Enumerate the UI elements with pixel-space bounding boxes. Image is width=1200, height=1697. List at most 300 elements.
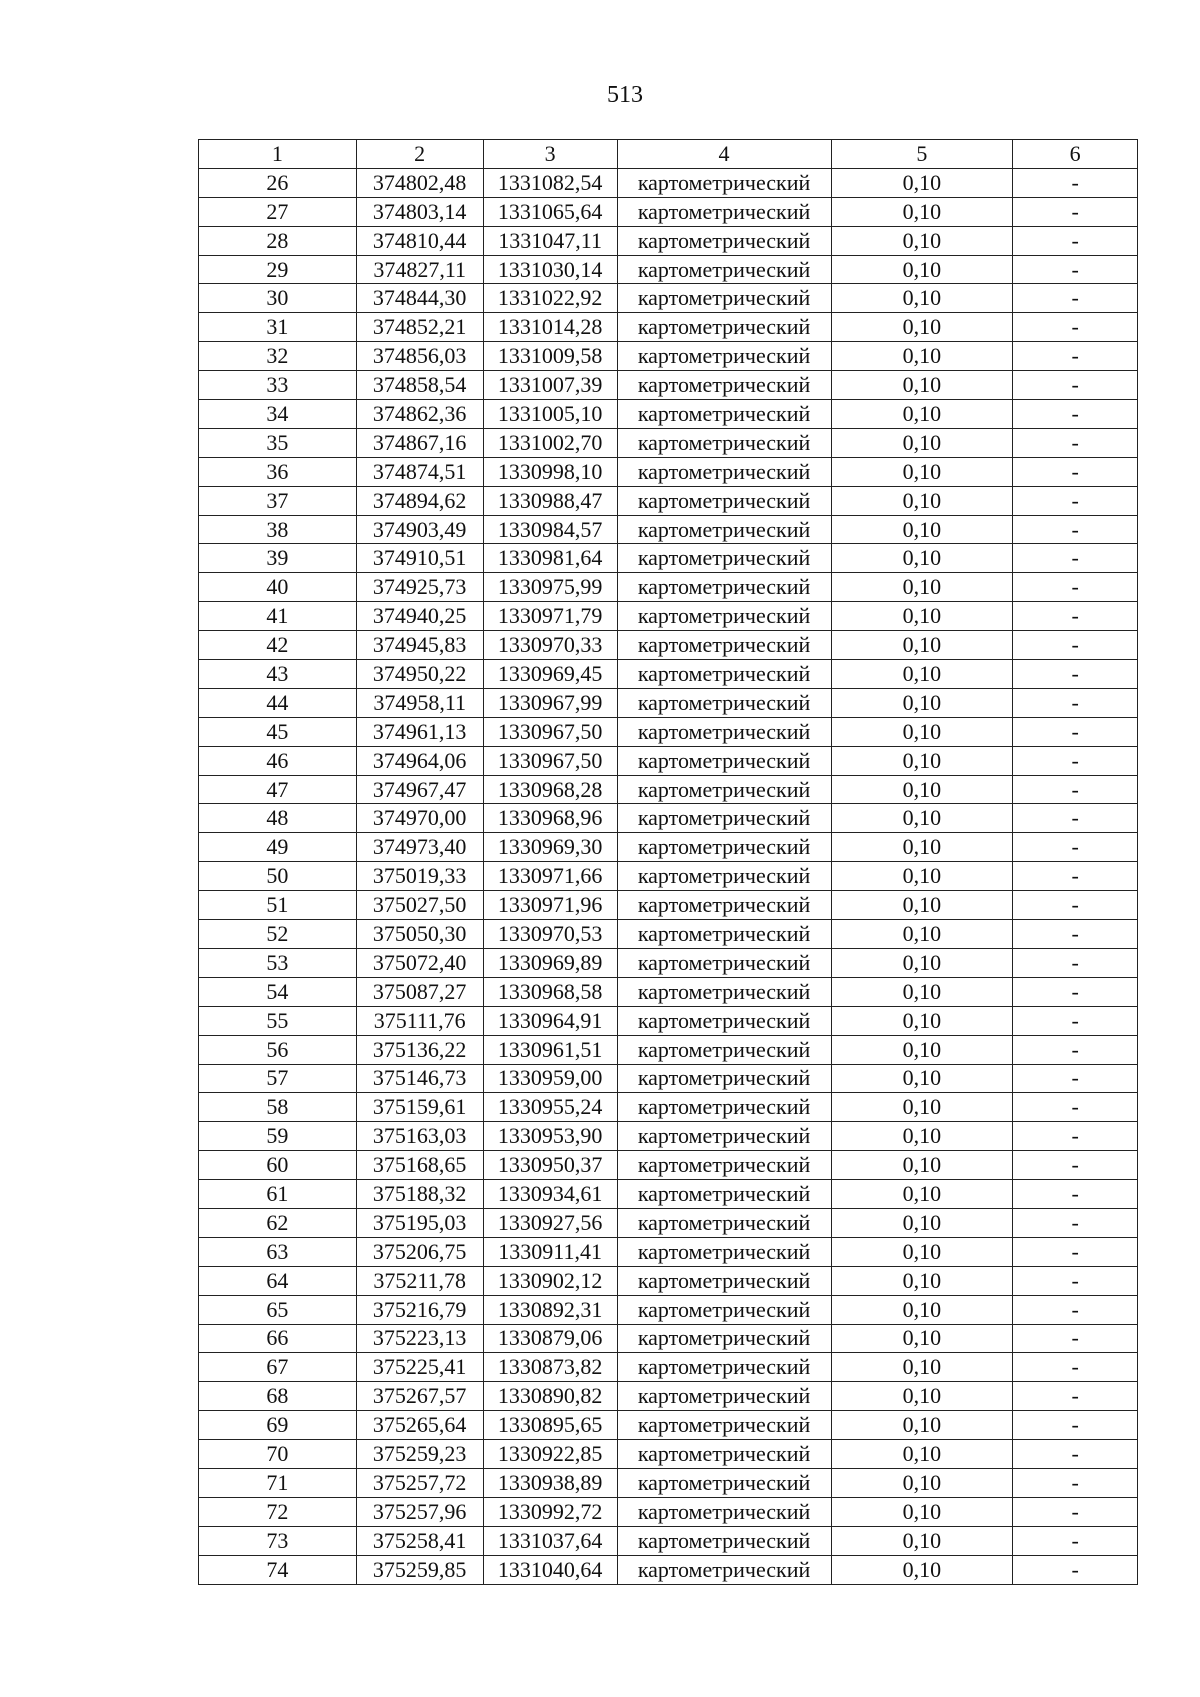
y-coordinate-cell: 1331030,14 (483, 255, 617, 284)
y-coordinate-cell: 1330975,99 (483, 573, 617, 602)
point-number-cell: 51 (199, 891, 357, 920)
accuracy-cell: 0,10 (831, 515, 1013, 544)
note-cell: - (1013, 891, 1138, 920)
note-cell: - (1013, 284, 1138, 313)
point-number-cell: 46 (199, 746, 357, 775)
x-coordinate-cell: 374973,40 (356, 833, 483, 862)
note-cell: - (1013, 515, 1138, 544)
accuracy-cell: 0,10 (831, 168, 1013, 197)
accuracy-cell: 0,10 (831, 1526, 1013, 1555)
x-coordinate-cell: 374970,00 (356, 804, 483, 833)
y-coordinate-cell: 1331082,54 (483, 168, 617, 197)
table-row (199, 226, 1138, 255)
y-coordinate-cell: 1330922,85 (483, 1440, 617, 1469)
method-cell: картометрический (617, 573, 831, 602)
accuracy-cell: 0,10 (831, 457, 1013, 486)
accuracy-cell: 0,10 (831, 226, 1013, 255)
x-coordinate-cell: 375257,96 (356, 1497, 483, 1526)
table-row (199, 1468, 1138, 1497)
note-cell: - (1013, 342, 1138, 371)
table-row (199, 371, 1138, 400)
accuracy-cell: 0,10 (831, 1295, 1013, 1324)
method-cell: картометрический (617, 775, 831, 804)
note-cell: - (1013, 920, 1138, 949)
note-cell: - (1013, 1151, 1138, 1180)
note-cell: - (1013, 197, 1138, 226)
x-coordinate-cell: 374867,16 (356, 428, 483, 457)
point-number-cell: 41 (199, 602, 357, 631)
accuracy-cell: 0,10 (831, 775, 1013, 804)
y-coordinate-cell: 1330971,96 (483, 891, 617, 920)
method-cell: картометрический (617, 833, 831, 862)
point-number-cell: 40 (199, 573, 357, 602)
table-row (199, 1006, 1138, 1035)
method-cell: картометрический (617, 1208, 831, 1237)
point-number-cell: 27 (199, 197, 357, 226)
x-coordinate-cell: 374874,51 (356, 457, 483, 486)
accuracy-cell: 0,10 (831, 920, 1013, 949)
x-coordinate-cell: 375259,85 (356, 1555, 483, 1584)
accuracy-cell: 0,10 (831, 371, 1013, 400)
method-cell: картометрический (617, 1411, 831, 1440)
table-row (199, 1093, 1138, 1122)
accuracy-cell: 0,10 (831, 400, 1013, 429)
method-cell: картометрический (617, 717, 831, 746)
table-row (199, 1295, 1138, 1324)
method-cell: картометрический (617, 1093, 831, 1122)
note-cell: - (1013, 1324, 1138, 1353)
x-coordinate-cell: 374964,06 (356, 746, 483, 775)
y-coordinate-cell: 1330873,82 (483, 1353, 617, 1382)
accuracy-cell: 0,10 (831, 688, 1013, 717)
accuracy-cell: 0,10 (831, 602, 1013, 631)
point-number-cell: 73 (199, 1526, 357, 1555)
accuracy-cell: 0,10 (831, 544, 1013, 573)
y-coordinate-cell: 1330895,65 (483, 1411, 617, 1440)
note-cell: - (1013, 168, 1138, 197)
point-number-cell: 44 (199, 688, 357, 717)
table-row (199, 862, 1138, 891)
x-coordinate-cell: 375168,65 (356, 1151, 483, 1180)
accuracy-cell: 0,10 (831, 804, 1013, 833)
table-row (199, 1555, 1138, 1584)
note-cell: - (1013, 1468, 1138, 1497)
note-cell: - (1013, 1526, 1138, 1555)
note-cell: - (1013, 1382, 1138, 1411)
accuracy-cell: 0,10 (831, 486, 1013, 515)
point-number-cell: 30 (199, 284, 357, 313)
x-coordinate-cell: 375111,76 (356, 1006, 483, 1035)
accuracy-cell: 0,10 (831, 313, 1013, 342)
note-cell: - (1013, 573, 1138, 602)
note-cell: - (1013, 1555, 1138, 1584)
y-coordinate-cell: 1330981,64 (483, 544, 617, 573)
note-cell: - (1013, 1064, 1138, 1093)
table-header (199, 140, 1138, 169)
point-number-cell: 58 (199, 1093, 357, 1122)
point-number-cell: 29 (199, 255, 357, 284)
x-coordinate-cell: 375225,41 (356, 1353, 483, 1382)
accuracy-cell: 0,10 (831, 631, 1013, 660)
method-cell: картометрический (617, 920, 831, 949)
x-coordinate-cell: 374827,11 (356, 255, 483, 284)
point-number-cell: 54 (199, 977, 357, 1006)
point-number-cell: 70 (199, 1440, 357, 1469)
y-coordinate-cell: 1330971,79 (483, 602, 617, 631)
accuracy-cell: 0,10 (831, 1555, 1013, 1584)
column-header-3: 3 (483, 140, 617, 169)
table-row (199, 342, 1138, 371)
x-coordinate-cell: 374945,83 (356, 631, 483, 660)
table-row (199, 1526, 1138, 1555)
accuracy-cell: 0,10 (831, 1006, 1013, 1035)
table-row (199, 688, 1138, 717)
point-number-cell: 62 (199, 1208, 357, 1237)
y-coordinate-cell: 1330967,50 (483, 746, 617, 775)
point-number-cell: 45 (199, 717, 357, 746)
accuracy-cell: 0,10 (831, 862, 1013, 891)
point-number-cell: 42 (199, 631, 357, 660)
method-cell: картометрический (617, 544, 831, 573)
x-coordinate-cell: 374925,73 (356, 573, 483, 602)
x-coordinate-cell: 375216,79 (356, 1295, 483, 1324)
method-cell: картометрический (617, 457, 831, 486)
table-row (199, 1497, 1138, 1526)
note-cell: - (1013, 602, 1138, 631)
y-coordinate-cell: 1330964,91 (483, 1006, 617, 1035)
accuracy-cell: 0,10 (831, 660, 1013, 689)
y-coordinate-cell: 1330969,89 (483, 948, 617, 977)
table-row (199, 977, 1138, 1006)
point-number-cell: 55 (199, 1006, 357, 1035)
note-cell: - (1013, 1295, 1138, 1324)
table-row (199, 602, 1138, 631)
accuracy-cell: 0,10 (831, 1324, 1013, 1353)
point-number-cell: 32 (199, 342, 357, 371)
accuracy-cell: 0,10 (831, 1093, 1013, 1122)
method-cell: картометрический (617, 284, 831, 313)
point-number-cell: 57 (199, 1064, 357, 1093)
method-cell: картометрический (617, 602, 831, 631)
method-cell: картометрический (617, 891, 831, 920)
y-coordinate-cell: 1331014,28 (483, 313, 617, 342)
table-row (199, 1411, 1138, 1440)
accuracy-cell: 0,10 (831, 1266, 1013, 1295)
accuracy-cell: 0,10 (831, 1497, 1013, 1526)
point-number-cell: 39 (199, 544, 357, 573)
column-header-5: 5 (831, 140, 1013, 169)
note-cell: - (1013, 1180, 1138, 1209)
x-coordinate-cell: 374903,49 (356, 515, 483, 544)
method-cell: картометрический (617, 400, 831, 429)
accuracy-cell: 0,10 (831, 1468, 1013, 1497)
method-cell: картометрический (617, 1180, 831, 1209)
y-coordinate-cell: 1330953,90 (483, 1122, 617, 1151)
method-cell: картометрический (617, 804, 831, 833)
accuracy-cell: 0,10 (831, 948, 1013, 977)
note-cell: - (1013, 1093, 1138, 1122)
note-cell: - (1013, 255, 1138, 284)
x-coordinate-cell: 374858,54 (356, 371, 483, 400)
point-number-cell: 43 (199, 660, 357, 689)
y-coordinate-cell: 1330970,53 (483, 920, 617, 949)
y-coordinate-cell: 1331002,70 (483, 428, 617, 457)
x-coordinate-cell: 375163,03 (356, 1122, 483, 1151)
x-coordinate-cell: 374852,21 (356, 313, 483, 342)
point-number-cell: 66 (199, 1324, 357, 1353)
accuracy-cell: 0,10 (831, 342, 1013, 371)
method-cell: картометрический (617, 1468, 831, 1497)
x-coordinate-cell: 375259,23 (356, 1440, 483, 1469)
column-header-6: 6 (1013, 140, 1138, 169)
x-coordinate-cell: 375159,61 (356, 1093, 483, 1122)
note-cell: - (1013, 1411, 1138, 1440)
table-row (199, 1064, 1138, 1093)
method-cell: картометрический (617, 977, 831, 1006)
y-coordinate-cell: 1330992,72 (483, 1497, 617, 1526)
x-coordinate-cell: 375258,41 (356, 1526, 483, 1555)
method-cell: картометрический (617, 1266, 831, 1295)
point-number-cell: 61 (199, 1180, 357, 1209)
y-coordinate-cell: 1330892,31 (483, 1295, 617, 1324)
table-row (199, 428, 1138, 457)
y-coordinate-cell: 1330967,50 (483, 717, 617, 746)
coordinates-table (198, 139, 1138, 1585)
x-coordinate-cell: 374940,25 (356, 602, 483, 631)
method-cell: картометрический (617, 371, 831, 400)
x-coordinate-cell: 375019,33 (356, 862, 483, 891)
note-cell: - (1013, 1497, 1138, 1526)
accuracy-cell: 0,10 (831, 1064, 1013, 1093)
accuracy-cell: 0,10 (831, 255, 1013, 284)
x-coordinate-cell: 374894,62 (356, 486, 483, 515)
column-header-2: 2 (356, 140, 483, 169)
method-cell: картометрический (617, 1035, 831, 1064)
table-row (199, 920, 1138, 949)
y-coordinate-cell: 1330970,33 (483, 631, 617, 660)
method-cell: картометрический (617, 1064, 831, 1093)
x-coordinate-cell: 374802,48 (356, 168, 483, 197)
accuracy-cell: 0,10 (831, 833, 1013, 862)
method-cell: картометрический (617, 1440, 831, 1469)
note-cell: - (1013, 544, 1138, 573)
x-coordinate-cell: 375146,73 (356, 1064, 483, 1093)
x-coordinate-cell: 375027,50 (356, 891, 483, 920)
x-coordinate-cell: 375050,30 (356, 920, 483, 949)
x-coordinate-cell: 375257,72 (356, 1468, 483, 1497)
point-number-cell: 37 (199, 486, 357, 515)
accuracy-cell: 0,10 (831, 1122, 1013, 1151)
y-coordinate-cell: 1330967,99 (483, 688, 617, 717)
point-number-cell: 49 (199, 833, 357, 862)
y-coordinate-cell: 1330988,47 (483, 486, 617, 515)
table-row (199, 775, 1138, 804)
y-coordinate-cell: 1330959,00 (483, 1064, 617, 1093)
point-number-cell: 69 (199, 1411, 357, 1440)
table-row (199, 1208, 1138, 1237)
method-cell: картометрический (617, 862, 831, 891)
method-cell: картометрический (617, 1122, 831, 1151)
point-number-cell: 36 (199, 457, 357, 486)
note-cell: - (1013, 717, 1138, 746)
accuracy-cell: 0,10 (831, 1411, 1013, 1440)
table-row (199, 486, 1138, 515)
y-coordinate-cell: 1330971,66 (483, 862, 617, 891)
accuracy-cell: 0,10 (831, 1382, 1013, 1411)
y-coordinate-cell: 1331037,64 (483, 1526, 617, 1555)
x-coordinate-cell: 374950,22 (356, 660, 483, 689)
point-number-cell: 47 (199, 775, 357, 804)
x-coordinate-cell: 375188,32 (356, 1180, 483, 1209)
accuracy-cell: 0,10 (831, 197, 1013, 226)
note-cell: - (1013, 313, 1138, 342)
point-number-cell: 48 (199, 804, 357, 833)
note-cell: - (1013, 833, 1138, 862)
method-cell: картометрический (617, 1382, 831, 1411)
y-coordinate-cell: 1330955,24 (483, 1093, 617, 1122)
point-number-cell: 74 (199, 1555, 357, 1584)
table-row (199, 168, 1138, 197)
header-row (199, 140, 1138, 169)
method-cell: картометрический (617, 1353, 831, 1382)
note-cell: - (1013, 226, 1138, 255)
table-row (199, 746, 1138, 775)
y-coordinate-cell: 1330961,51 (483, 1035, 617, 1064)
x-coordinate-cell: 374862,36 (356, 400, 483, 429)
accuracy-cell: 0,10 (831, 1151, 1013, 1180)
note-cell: - (1013, 1122, 1138, 1151)
point-number-cell: 63 (199, 1237, 357, 1266)
x-coordinate-cell: 374961,13 (356, 717, 483, 746)
accuracy-cell: 0,10 (831, 1035, 1013, 1064)
method-cell: картометрический (617, 1555, 831, 1584)
method-cell: картометрический (617, 197, 831, 226)
note-cell: - (1013, 688, 1138, 717)
method-cell: картометрический (617, 631, 831, 660)
method-cell: картометрический (617, 255, 831, 284)
table-row (199, 631, 1138, 660)
x-coordinate-cell: 374967,47 (356, 775, 483, 804)
point-number-cell: 52 (199, 920, 357, 949)
y-coordinate-cell: 1331009,58 (483, 342, 617, 371)
method-cell: картометрический (617, 486, 831, 515)
table-row (199, 948, 1138, 977)
table-row (199, 1180, 1138, 1209)
note-cell: - (1013, 631, 1138, 660)
x-coordinate-cell: 375223,13 (356, 1324, 483, 1353)
table-row (199, 804, 1138, 833)
point-number-cell: 60 (199, 1151, 357, 1180)
point-number-cell: 56 (199, 1035, 357, 1064)
method-cell: картометрический (617, 1006, 831, 1035)
table-row (199, 660, 1138, 689)
table-row (199, 544, 1138, 573)
table-row (199, 1237, 1138, 1266)
x-coordinate-cell: 375136,22 (356, 1035, 483, 1064)
table-row (199, 1035, 1138, 1064)
method-cell: картометрический (617, 660, 831, 689)
note-cell: - (1013, 1266, 1138, 1295)
method-cell: картометрический (617, 515, 831, 544)
note-cell: - (1013, 371, 1138, 400)
note-cell: - (1013, 775, 1138, 804)
page-number: 513 (607, 82, 643, 108)
note-cell: - (1013, 457, 1138, 486)
point-number-cell: 28 (199, 226, 357, 255)
point-number-cell: 38 (199, 515, 357, 544)
y-coordinate-cell: 1330938,89 (483, 1468, 617, 1497)
y-coordinate-cell: 1331065,64 (483, 197, 617, 226)
point-number-cell: 64 (199, 1266, 357, 1295)
column-header-1: 1 (199, 140, 357, 169)
note-cell: - (1013, 400, 1138, 429)
x-coordinate-cell: 375211,78 (356, 1266, 483, 1295)
method-cell: картометрический (617, 428, 831, 457)
x-coordinate-cell: 375087,27 (356, 977, 483, 1006)
point-number-cell: 50 (199, 862, 357, 891)
point-number-cell: 53 (199, 948, 357, 977)
note-cell: - (1013, 1208, 1138, 1237)
table-row (199, 1353, 1138, 1382)
y-coordinate-cell: 1331022,92 (483, 284, 617, 313)
point-number-cell: 65 (199, 1295, 357, 1324)
x-coordinate-cell: 374803,14 (356, 197, 483, 226)
note-cell: - (1013, 862, 1138, 891)
point-number-cell: 67 (199, 1353, 357, 1382)
table-row (199, 1151, 1138, 1180)
table-row (199, 400, 1138, 429)
y-coordinate-cell: 1330911,41 (483, 1237, 617, 1266)
table-row (199, 717, 1138, 746)
point-number-cell: 68 (199, 1382, 357, 1411)
table-row (199, 1122, 1138, 1151)
y-coordinate-cell: 1330890,82 (483, 1382, 617, 1411)
note-cell: - (1013, 1035, 1138, 1064)
method-cell: картометрический (617, 1497, 831, 1526)
method-cell: картометрический (617, 1526, 831, 1555)
accuracy-cell: 0,10 (831, 891, 1013, 920)
accuracy-cell: 0,10 (831, 1440, 1013, 1469)
point-number-cell: 35 (199, 428, 357, 457)
y-coordinate-cell: 1330927,56 (483, 1208, 617, 1237)
x-coordinate-cell: 374856,03 (356, 342, 483, 371)
accuracy-cell: 0,10 (831, 1180, 1013, 1209)
method-cell: картометрический (617, 688, 831, 717)
y-coordinate-cell: 1330968,28 (483, 775, 617, 804)
note-cell: - (1013, 486, 1138, 515)
x-coordinate-cell: 374910,51 (356, 544, 483, 573)
y-coordinate-cell: 1330968,58 (483, 977, 617, 1006)
note-cell: - (1013, 1440, 1138, 1469)
note-cell: - (1013, 746, 1138, 775)
accuracy-cell: 0,10 (831, 746, 1013, 775)
y-coordinate-cell: 1330879,06 (483, 1324, 617, 1353)
accuracy-cell: 0,10 (831, 1353, 1013, 1382)
y-coordinate-cell: 1331040,64 (483, 1555, 617, 1584)
y-coordinate-cell: 1330968,96 (483, 804, 617, 833)
point-number-cell: 72 (199, 1497, 357, 1526)
note-cell: - (1013, 948, 1138, 977)
accuracy-cell: 0,10 (831, 573, 1013, 602)
note-cell: - (1013, 1006, 1138, 1035)
table-row (199, 284, 1138, 313)
note-cell: - (1013, 660, 1138, 689)
x-coordinate-cell: 374958,11 (356, 688, 483, 717)
method-cell: картометрический (617, 948, 831, 977)
table-row (199, 891, 1138, 920)
method-cell: картометрический (617, 1295, 831, 1324)
accuracy-cell: 0,10 (831, 717, 1013, 746)
